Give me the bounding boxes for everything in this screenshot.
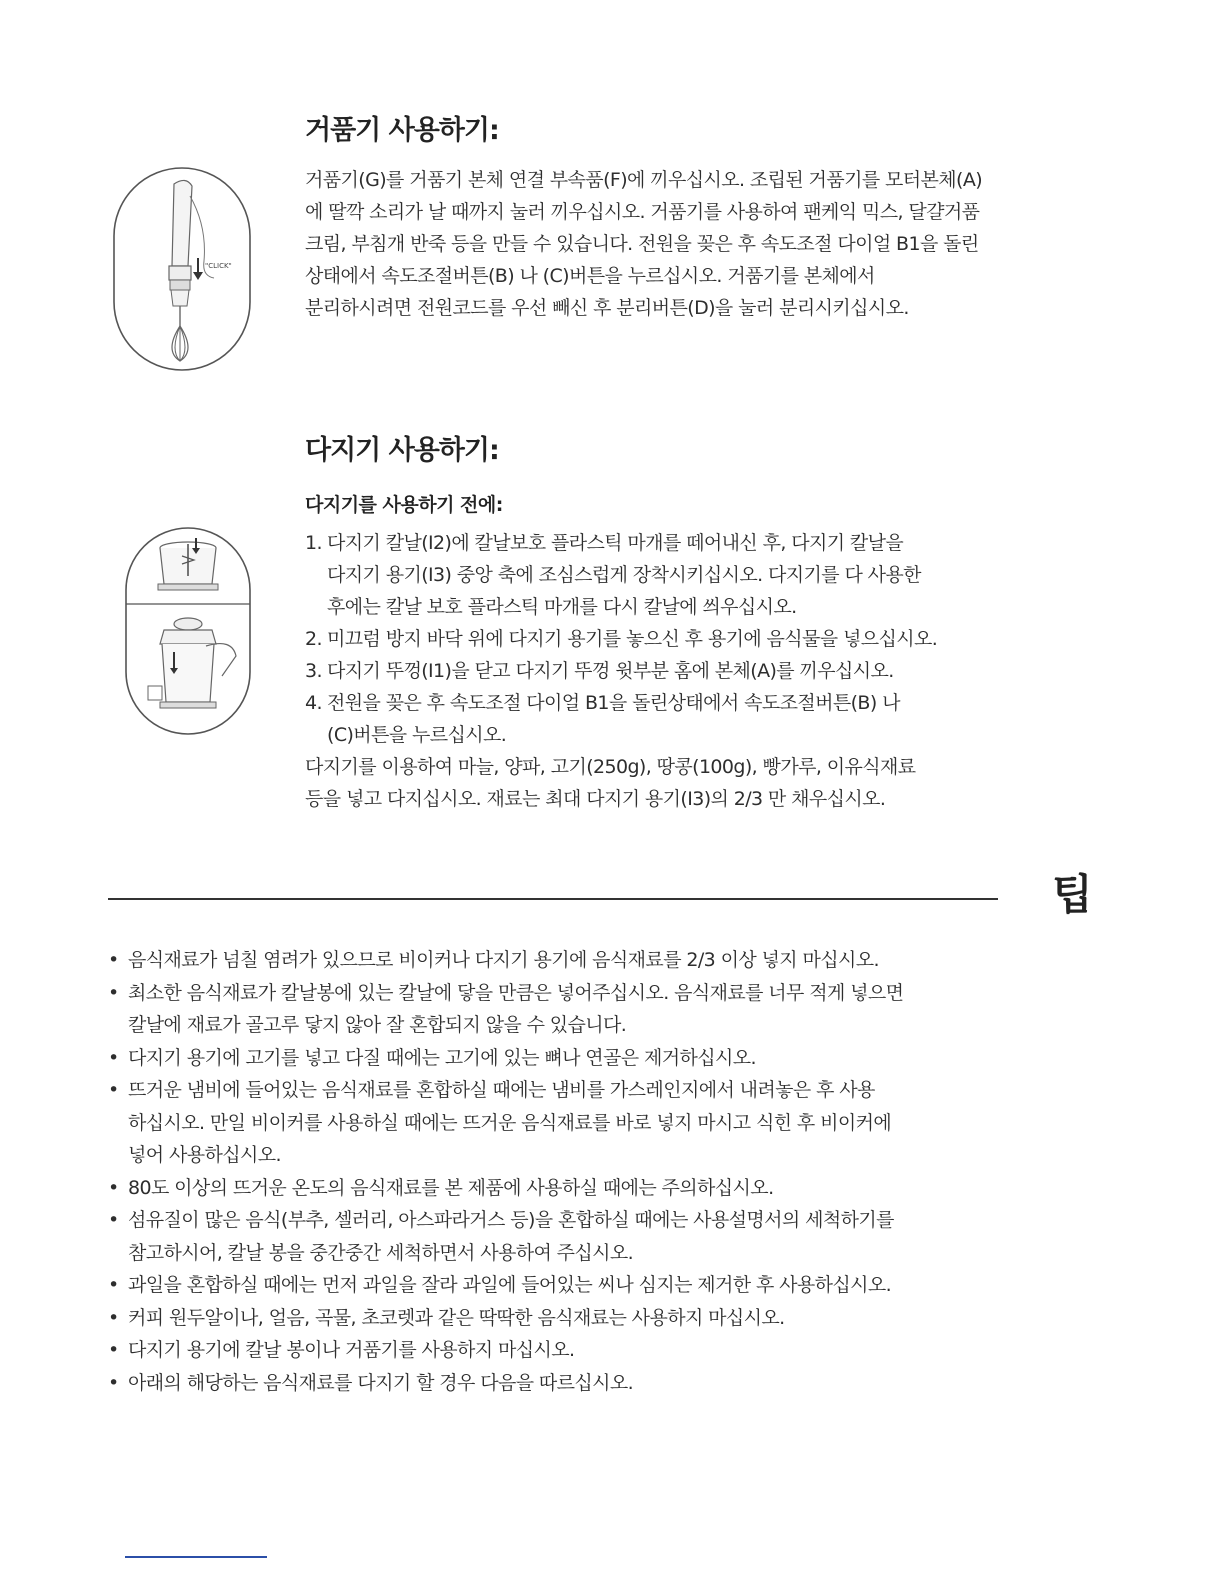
whisk-line: 에 딸깍 소리가 날 때까지 눌러 끼우십시오. 거품기를 사용하여 팬케익 믹스, 달걀거품: [305, 201, 980, 223]
step-number: 2.: [305, 628, 322, 650]
tip-line: 과일을 혼합하실 때에는 먼저 과일을 잘라 과일에 들어있는 씨나 심지는 제거한 후 사용하십시오.: [128, 1274, 892, 1296]
whisk-line: 거품기(G)를 거품기 본체 연결 부속품(F)에 끼우십시오. 조립된 거품기를 모터본체(A): [305, 169, 983, 191]
tips-list-wrap: [108, 944, 1098, 1399]
tips-divider: [108, 898, 998, 900]
tip-line: 음식재료가 넘칠 염려가 있으므로 비이커나 다지기 용기에 음식재료를 2/3 이상 넣지 마십시오.: [128, 949, 879, 971]
whisk-line: 크림, 부침개 반죽 등을 만들 수 있습니다. 전원을 꽂은 후 속도조절 다이얼 B1을 돌린: [305, 233, 979, 255]
step-number: 1.: [305, 532, 322, 554]
tip-item: [108, 1172, 1098, 1205]
step-number: 4.: [305, 692, 322, 714]
chopper-section-subtitle: 다지기를 사용하기 전에:: [305, 494, 503, 516]
step-line: 다지기 뚜껑(I1)을 닫고 다지기 뚜껑 윗부분 홈에 본체(A)를 끼우십시오.: [327, 660, 894, 682]
tip-line: 섬유질이 많은 음식(부추, 셀러리, 아스파라거스 등)을 혼합하실 때에는 사용설명서의 세척하기를: [128, 1209, 894, 1231]
step-item: [305, 687, 1105, 751]
tip-item: [108, 944, 1098, 977]
step-number: 3.: [305, 660, 322, 682]
step-line: 미끄럼 방지 바닥 위에 다지기 용기를 놓으신 후 용기에 음식물을 넣으십시오.: [327, 628, 938, 650]
chopper-illustration: [124, 526, 252, 736]
click-label: "CLICK": [205, 262, 232, 270]
tip-line: 아래의 해당하는 음식재료를 다지기 할 경우 다음을 따르십시오.: [128, 1371, 634, 1394]
tip-line: 참고하시어, 칼날 봉을 중간중간 세척하면서 사용하여 주십시오.: [128, 1241, 634, 1264]
step-line: 전원을 꽂은 후 속도조절 다이얼 B1을 돌린상태에서 속도조절버튼(B) 나: [327, 692, 900, 714]
tip-line: 넣어 사용하십시오.: [128, 1144, 281, 1166]
whisk-section-title: 거품기 사용하기:: [305, 115, 499, 146]
step-line: (C)버튼을 누르십시오.: [327, 724, 507, 746]
tip-item: [108, 1042, 1098, 1075]
tip-item: [108, 977, 1098, 1042]
chopper-after-line: 등을 넣고 다지십시오. 재료는 최대 다지기 용기(I3)의 2/3 만 채우십시오.: [305, 788, 886, 810]
tip-line: 뜨거운 냄비에 들어있는 음식재료를 혼합하실 때에는 냄비를 가스레인지에서 내려놓은 후 사용: [128, 1079, 875, 1101]
tips-title: 팁: [1052, 870, 1093, 919]
whisk-line: 상태에서 속도조절버튼(B) 나 (C)버튼을 누르십시오. 거품기를 본체에서: [305, 265, 875, 287]
tip-item: [108, 1302, 1098, 1335]
chopper-section-body: [305, 527, 1105, 815]
tip-line: 다지기 용기에 칼날 봉이나 거품기를 사용하지 마십시오.: [128, 1339, 575, 1361]
tip-item: [108, 1204, 1098, 1269]
tip-item: [108, 1367, 1098, 1400]
step-line: 다지기 칼날(I2)에 칼날보호 플라스틱 마개를 떼어내신 후, 다지기 칼날을: [327, 532, 904, 554]
tip-item: [108, 1074, 1098, 1172]
tip-line: 다지기 용기에 고기를 넣고 다질 때에는 고기에 있는 뼈나 연골은 제거하십시오.: [128, 1046, 756, 1069]
tip-item: [108, 1269, 1098, 1302]
step-item: [305, 655, 1105, 687]
chopper-after-line: 다지기를 이용하여 마늘, 양파, 고기(250g), 땅콩(100g), 빵가루, 이유식재료: [305, 756, 916, 778]
tip-line: 최소한 음식재료가 칼날봉에 있는 칼날에 닿을 만큼은 넣어주십시오. 음식재료를 너무 적게 넣으면: [128, 981, 904, 1004]
tips-list: [108, 944, 1098, 1399]
tip-line: 커피 원두알이나, 얼음, 곡물, 초코렛과 같은 딱딱한 음식재료는 사용하지 마십시오.: [128, 1306, 785, 1329]
step-line: 다지기 용기(I3) 중앙 축에 조심스럽게 장착시키십시오. 다지기를 다 사용한: [327, 564, 921, 586]
tip-line: 80도 이상의 뜨거운 온도의 음식재료를 본 제품에 사용하실 때에는 주의하십시오.: [128, 1176, 774, 1199]
whisk-line: 분리하시려면 전원코드를 우선 빼신 후 분리버튼(D)을 눌러 분리시키십시오.: [305, 297, 909, 319]
footer-rule: [125, 1556, 267, 1558]
chopper-steps: [305, 527, 1105, 751]
tip-line: 칼날에 재료가 골고루 닿지 않아 잘 혼합되지 않을 수 있습니다.: [128, 1014, 627, 1036]
step-line: 후에는 칼날 보호 플라스틱 마개를 다시 칼날에 씌우십시오.: [327, 596, 797, 618]
chopper-drawing: [124, 526, 252, 736]
tip-item: [108, 1334, 1098, 1367]
whisk-illustration: [112, 166, 252, 372]
whisk-section-body: [305, 164, 1105, 324]
tip-line: 하십시오. 만일 비이커를 사용하실 때에는 뜨거운 음식재료를 바로 넣지 마시고 식힌 후 비이커에: [128, 1111, 892, 1134]
step-item: [305, 623, 1105, 655]
chopper-section-title: 다지기 사용하기:: [305, 435, 499, 466]
step-item: [305, 527, 1105, 623]
